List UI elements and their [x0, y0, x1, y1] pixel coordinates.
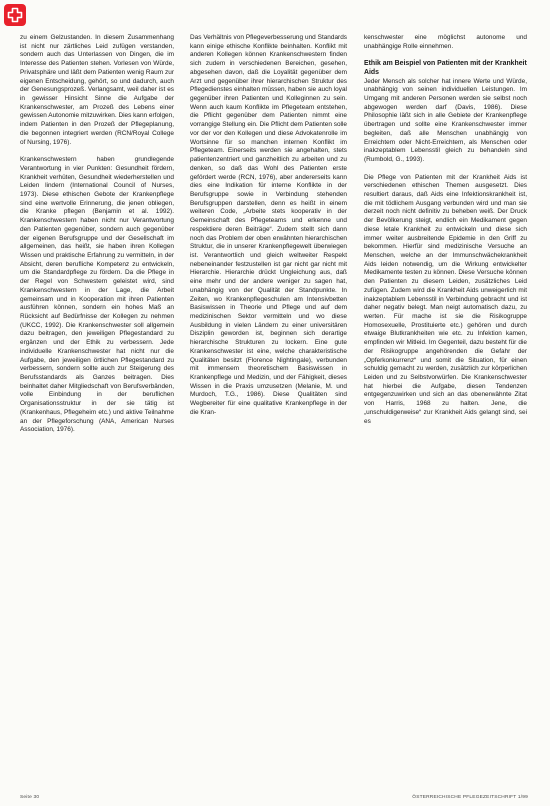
- text-column-middle: [190, 34, 347, 774]
- page-number: Seite 30: [20, 795, 40, 800]
- text-column-left: [20, 34, 174, 774]
- paragraph: kenschwester eine möglichst autonome und unabhängige Rolle einnehmen.: [364, 34, 527, 50]
- paragraph: Krankenschwestern haben grundlegende Verantwortung in vier Punkten: Gesundheit fördern, Krankheit verhüten, Gesundheit wiederherstellen und Leiden lindern (International Council of Nurses, 1973). Diese ethischen Gebote der Krankenpflege sind eine wertvolle Erinnerung, die jenen obliegen, die Kranke pflegen (Benjamin et al. 1992). Krankenschwestern haben nicht nur Verantwortung den Patienten gegenüber, sondern auch gegenüber der eigenen Berufsgruppe und der Gesellschaft im allgemeinen, das heißt, sie haben ihren Kollegen Wissen und praktische Erfahrung zu vermitteln, in der Absicht, deren berufliche Kompetenz zu entwickeln, um die Standardpflege zu fördern. Da die Pflege in der Regel von Schwestern geleistet wird, sind Krankenschwestern in der Lage, die Arbeit gemeinsam und in Kooperation mit ihren Patienten ausführen können, sondern ein hohes Maß an Rücksicht auf Bedürfnisse der Kollegen zu nehmen (UKCC, 1992). Die Krankenschwester soll allgemein dazu beitragen, den jeweiligen Pflegestandard zu ergänzen und der Ethik zu verbessern. Jede individuelle Krankenschwester hat nicht nur die Aufgabe, den jeweiligen örtlichen Pflegestandard zu verbessern, sondern sollte auch zur Steigerung des Berufsstandards als Ganzes beitragen. Dies beinhaltet daher Mitgliedschaft von Berufsverbänden, volle Einbindung in der beruflichen Organisationsstruktur in der sie tätig ist (Krankenhaus, Pflegeheim etc.) und aktive Teilnahme an der Pflegeforschung (ANA, American Nurses Association, 1976).: [20, 156, 174, 434]
- section-heading: Ethik am Beispiel von Patienten mit der Krankheit Aids: [364, 60, 527, 76]
- paragraph: Das Verhältnis von Pflegeverbesserung und Standards kann einige ethische Konflikte beinhalten. Konflikt mit anderen Kollegen können Krankenschwestern finden sich zudem in verschiedenen Bereichen, gesehen, abgesehen davon, daß die Loyalität gegenüber dem Arzt und gegenüber ihrer hierarchischen Struktur des Pflegedienstes einhalten müssen, haben sie auch loyal gegenüber ihren Patienten und Kolleginnen zu sein. Wenn auch kaum Konflikte im Pflegeteam entstehen, die Pflicht gegenüber dem Patienten nimmt eine vorrangige Stellung ein. Die Pflicht dem Patienten solle vor der vor den Kollegen und diese Advokatenrolle im Wortsinne für so manchen internen Konflikt im Pflegeteam. Einerseits werden sie angehalten, stets patientenzentriert und ganzheitlich zu arbeiten und zu denken, so daß das Wohl des Patienten erste gefördert werde (RCN, 1976), aber andererseits kann dies eine Indikation für interne Konflikte in der Berufsgruppe sowie in Verbindung stehenden Berufsgruppen darstellen, denn es heißt in einem weiteren Code, „Arbeite stets kooperativ in der Gemeinschaft des Pflegeteams und erkenne und respektiere deren Beiträge“. Zudem stellt sich dann noch das Problem der oben erwähnten hierarchischen Struktur, die in unserer Krankenpflegewelt überwiegen ist. Verantwortlich und gleich weltweiter Respekt nebeneinander festzustellen ist gar nicht gar nicht mit Hierarchie. Hierarchie drückt Ungleichung aus, daß eine mehr und der andere weniger zu sagen hat, unabhängig von der Qualität der Standpunkte. In Zeiten, wo Krankenpflegeschulen am Intensivbetten Basiswissen in Theorie und Pflege und auf dem medizinischen Sektor vermitteln und wo diese Ausbildung in vielen Ländern zu einer universitären Disziplin geworden ist, beginnen sich derartige hierarchische Strukturen zu lockern. Eine gute Krankenschwester ist eine, welche charakteristische Qualitäten besitzt (Florence Nightingale), verbunden mit immensem theoretischem Basiswissen in Krankenpflege und Medizin, und der Fähigkeit, dieses Wissen in die Praxis umzusetzen (Melanie, M. und Murdoch, T.G., 1986). Diese Qualitäten sind Wegbereiter für eine qualitative Krankenpflege in der die Kran-: [190, 34, 347, 416]
- cross-icon: [7, 7, 23, 23]
- page-footer: [20, 795, 528, 800]
- red-cross-logo: [4, 4, 26, 26]
- paragraph: Jeder Mensch als solcher hat innere Werte und Würde, unabhängig von seinen individuellen Leistungen. Im Umgang mit anderen Personen werden sie selbst noch abgewogen werden darf (Davis, 1986). Diese Philosophie läßt sich in alle Gebiete der Krankenpflege übertragen und sollte eine Krankenschwester immer begleiten, daß alle Menschen unabhängig von Erreichtem oder Nicht-Erreichtem, als Menschen oder inakzeptablem Lebensstil gleich zu behandeln sind (Rumbold, G., 1993).: [364, 77, 527, 164]
- paragraph: Die Pflege von Patienten mit der Krankheit Aids ist verschiedenen ethischen Themen ausgesetzt. Dies resultiert daraus, daß Aids eine Infektionskrankheit ist, die mit tödlichem Ausgang verbunden wird und man sie derzeit noch nicht definitiv zu beheben weiß. Der Druck der Bevölkerung steigt, endlich ein Medikament gegen diese letale Krankheit zu entwickeln und diese sich immer weiter ausbreitende Epidemie in den Griff zu bekommen. Hierfür sind medizinische Versuche an Menschen, welche an der Immunschwächekrankheit Aids leiden notwendig, um die Wirkung entwickelter Medikamente testen zu können. Diese Versuche können den Patienten zu diesem Leiden, zusätzliches Leid zufügen. Zudem wird die Krankheit Aids unweigerlich mit inakzeptablem Lebensstil in Verbindung gebracht und ist daher negativ belegt. Man neigt automatisch dazu, zu werten. Für mache ist sie die Risikogruppe Homosexuelle, Prostituierte etc.) gehören und durch etwaige Blutkrankheiten wie etc. zu Infektion kamen, empfinden wir Mitleid. Im Gegenteil, dazu besteht für die der Risikogruppe angehörenden die Gefahr der „Opferkonkurrenz“ und somit die Situation, für einen schuldig gemacht zu werden, zusätzlich zur körperlichen Leiden und zu Selbstvorwürfen. Die Krankenschwester hat hierbei die Aufgabe, diesen Tendenzen entgegenzuwirken und sich an das obenerwähnte Zitat von Harris, 1968 zu halten. Jene, die „unschuldigerweise“ zur Krankheit Aids gelangt sind, sei es: [364, 173, 527, 425]
- text-column-right: [364, 34, 527, 774]
- paragraph: zu einem Gelzustanden. In diesem Zusammenhang ist nicht nur zärtliches Leid zufügen verstanden, sondern auch das Unterlassen von Dingen, die im Interesse des Patienten stehen. Vorlesen von Würde, Privatsphäre und läßt dem Patienten wenig Raum zur eigenen Entscheidung, gehört, so und dadurch, auch der Genesungsprozeß. Verlangsamt, weil daher ist es in gewisser Hinsicht Sinne die Aufgabe der Krankenschwester, am Prozeß des Lebens einer gewissen Autonomie mitzuwirken. Dies kann erfolgen, indem Patienten in den Prozeß der Pflegeplanung, die begonnen integriert werden (RCN/Royal College of Nursing, 1976).: [20, 34, 174, 146]
- journal-title: ÖSTERREICHISCHE PFLEGEZEITSCHRIFT 1/99: [412, 795, 528, 800]
